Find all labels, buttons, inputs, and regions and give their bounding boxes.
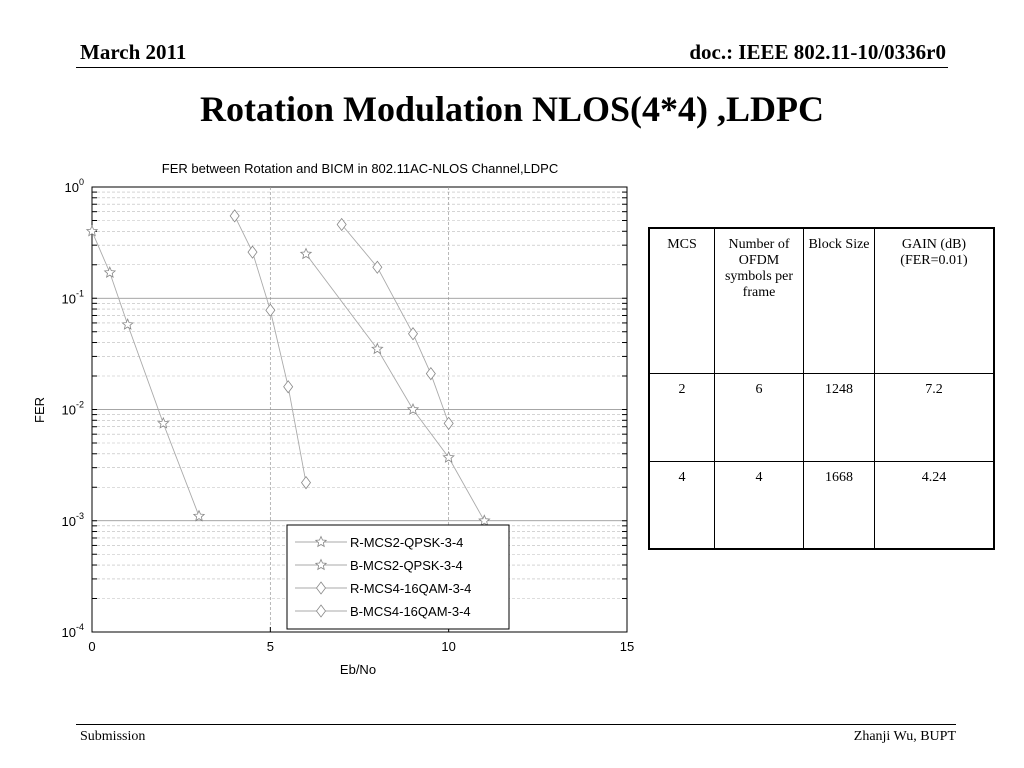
legend-label: B-MCS2-QPSK-3-4 (350, 558, 463, 573)
header-gain: GAIN (dB) (FER=0.01) (875, 228, 995, 373)
x-tick-label: 10 (441, 639, 456, 654)
y-axis-label: FER (32, 397, 47, 423)
table-row (649, 373, 994, 461)
y-tick-base: 10 (64, 180, 79, 195)
x-tick-label: 15 (619, 639, 635, 654)
y-tick-base: 10 (61, 291, 76, 307)
y-tick-exponent: -3 (75, 510, 84, 521)
y-tick-exponent: -1 (75, 288, 84, 299)
y-tick-label (65, 177, 84, 195)
header-date: March 2011 (80, 40, 187, 64)
x-axis-label: Eb/No (339, 662, 377, 677)
y-tick-exponent: -4 (75, 622, 84, 632)
x-tick-label: 5 (266, 639, 274, 654)
cell-ofdm-symbols: 4 (715, 461, 804, 549)
header-block-size: Block Size (804, 228, 875, 373)
table-row (649, 461, 994, 549)
cell-ofdm-symbols: 6 (715, 373, 804, 461)
cell-gain: 7.2 (875, 373, 995, 461)
gain-table (648, 227, 995, 550)
footer-divider (76, 724, 956, 725)
cell-gain: 4.24 (875, 461, 995, 549)
y-tick-label (62, 511, 84, 529)
y-tick-base: 10 (61, 402, 76, 418)
y-tick-exponent: 0 (78, 177, 84, 187)
header-doc-id: doc.: IEEE 802.11-10/0336r0 (689, 40, 946, 64)
header-mcs: MCS (649, 228, 715, 373)
legend-label: R-MCS4-16QAM-3-4 (350, 581, 472, 596)
cell-mcs: 2 (649, 373, 715, 461)
y-tick-label (62, 400, 84, 418)
header-ofdm-symbols: Number of OFDM symbols per frame (715, 228, 804, 373)
cell-block-size: 1668 (804, 461, 875, 549)
chart-title: FER between Rotation and BICM in 802.11AC-NLOS Channel,LDPC (161, 161, 559, 176)
x-tick-label: 0 (88, 639, 96, 654)
y-tick-base: 10 (61, 625, 76, 640)
legend-label: R-MCS2-QPSK-3-4 (350, 535, 464, 550)
cell-block-size: 1248 (804, 373, 875, 461)
y-tick-label (62, 288, 84, 306)
footer-left: Submission (80, 729, 146, 744)
table-header-row (649, 228, 994, 373)
y-tick-exponent: -2 (75, 399, 84, 410)
legend-label: B-MCS4-16QAM-3-4 (350, 604, 471, 619)
slide-title: Rotation Modulation NLOS(4*4) ,LDPC (199, 89, 825, 129)
y-tick-base: 10 (61, 513, 76, 529)
legend (287, 525, 509, 629)
cell-mcs: 4 (649, 461, 715, 549)
y-tick-label (62, 622, 84, 640)
footer-right: Zhanji Wu, BUPT (853, 729, 956, 744)
